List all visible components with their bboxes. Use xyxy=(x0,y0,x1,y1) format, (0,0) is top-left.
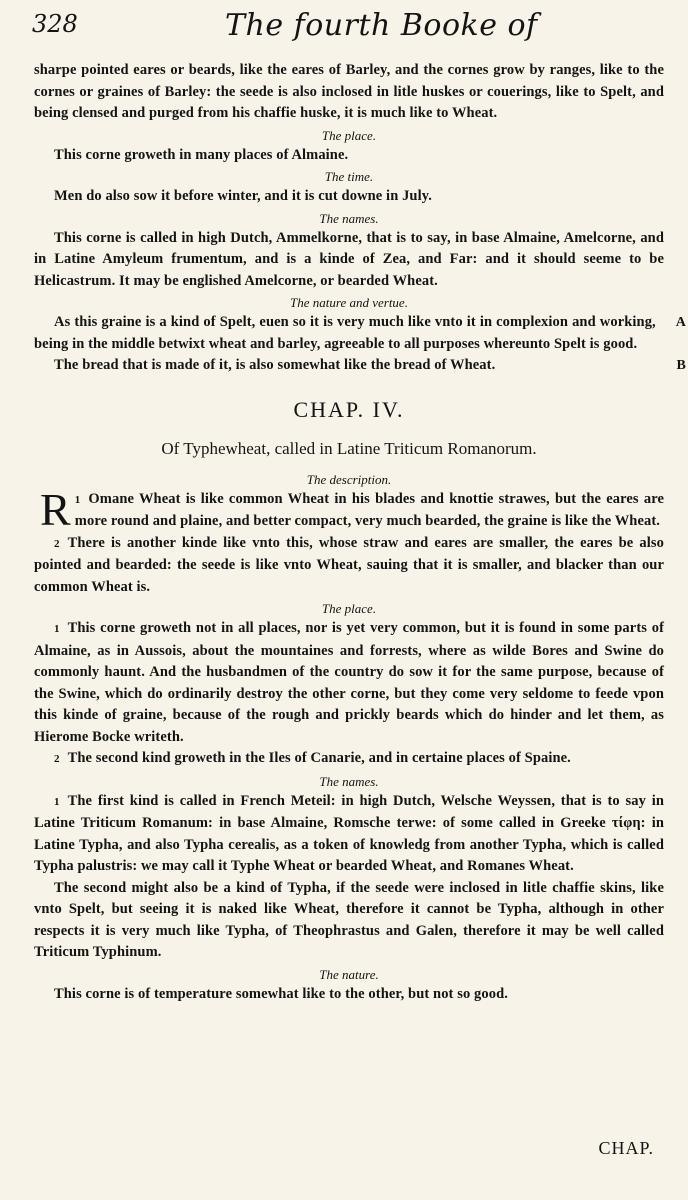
chapter-title: CHAP. IV. xyxy=(293,396,405,422)
item-number: 1 xyxy=(54,795,60,808)
names-paragraph: This corne is called in high Dutch, Ammelkorne, that is to say, in base Almaine, Amelcorne, and in Latine Amyleum frumentum, and is a kinde of Zea, and Far: and it should seeme to be Helicastrum. It may be englished Amelcorne, or bearded Wheat. xyxy=(34,229,664,289)
page-body xyxy=(34,60,686,1005)
place-paragraph: This corne groweth in many places of Almaine. xyxy=(54,146,349,163)
names-heading-2: The names. xyxy=(319,773,379,789)
description-paragraph-1: 1 R Omane Wheat is like common Wheat in his blades and knottie strawes, but the eares are more round and plaine, and better compact, very much bearded, the graine is like the Wheat. xyxy=(40,483,664,535)
margin-letter-b: B xyxy=(676,358,686,373)
intro-paragraph: sharpe pointed eares or beards, like the eares of Barley, and the cornes grow by ranges, like to the cornes or graines of Barley: the seede is also inclosed in litle huskes or couerings, like to Spelt, and being clensed and purged from his chaffie huske, it is much like to Wheat. xyxy=(34,62,664,121)
nature-paragraph-1: A As this graine is a kind of Spelt, euen so it is very much like vnto it in complexion and working, being in the middle betwixt wheat and barley, agreeable to all purposes whereunto Spelt is good. xyxy=(34,314,686,352)
time-heading: The time. xyxy=(324,169,374,184)
chapter-subtitle: Of Typhewheat, called in Latine Triticum Romanorum. xyxy=(161,438,537,458)
nature-paragraph-2: B The bread that is made of it, is also somewhat like the bread of Wheat. xyxy=(34,355,664,377)
nature-heading-2: The nature. xyxy=(319,966,379,982)
item-number: 1 xyxy=(74,493,81,506)
names-paragraph-1: 1 The first kind is called in French Meteil: in high Dutch, Welsche Weyssen, that is to say in Latine Triticum Romanum: in base Almaine, Romsche terwe: of some called in Greeke τίφη: in Latine Typha, and also Typha cerealis, as a token of knowledg from another Typha, which is called Typha palustris: we may call it Typhe Wheat or bearded Wheat, and Romanes Wheat. xyxy=(34,792,664,874)
names-paragraph-2: The second might also be a kind of Typha, if the seede were inclosed in litle chaffie skins, like vnto Spelt, but seeing it is naked like Wheat, therefore it cannot be Typha, although in other respects it is very much like Typha, of Theophrastus and Galen, therefore it may be well called Triticum Typhinum. xyxy=(34,879,664,960)
description-heading: The description. xyxy=(306,471,392,487)
page-header xyxy=(30,8,670,48)
drop-cap: R xyxy=(40,483,71,535)
nature-paragraph-final: This corne is of temperature somewhat like to the other, but not so good. xyxy=(54,985,508,1002)
place-heading-2: The place. xyxy=(321,601,377,616)
item-number: 1 xyxy=(54,623,60,635)
catchword: CHAP. xyxy=(598,1138,654,1158)
margin-letter-a: A xyxy=(675,315,686,330)
names-heading: The names. xyxy=(319,210,379,226)
nature-heading: The nature and vertue. xyxy=(290,295,408,310)
item-number: 2 xyxy=(54,753,60,765)
running-title: The fourth Booke of xyxy=(225,8,538,43)
place-paragraph-2: 2 The second kind groweth in the Iles of Canarie, and in certaine places of Spaine. xyxy=(54,750,571,766)
item-number: 2 xyxy=(54,537,60,550)
description-paragraph-2: 2 There is another kinde like vnto this, whose straw and eares are smaller, the eares be also pointed and bearded: the seede is like vnto Wheat, sauing that it is smaller, and blacker than our common Wheat is. xyxy=(34,534,664,595)
place-paragraph-1: 1 This corne groweth not in all places, nor is yet very common, but it is found in some parts of Almaine, as in Aussois, about the mountaines and forrests, where as wilde Bores and Swine do commonly haunt. And the husbandmen of the country do sow it for the same purpose, because of the Swine, which do ordinarily destroy the other corne, but they come very seldome to feede vpon this kinde of graine, because of the rough and prickly beards which do hinder and let them, as Hierome Bocke writeth. xyxy=(34,620,664,745)
time-paragraph: Men do also sow it before winter, and it is cut downe in July. xyxy=(54,188,432,204)
page-number: 328 xyxy=(32,10,78,38)
place-heading: The place. xyxy=(321,127,377,143)
